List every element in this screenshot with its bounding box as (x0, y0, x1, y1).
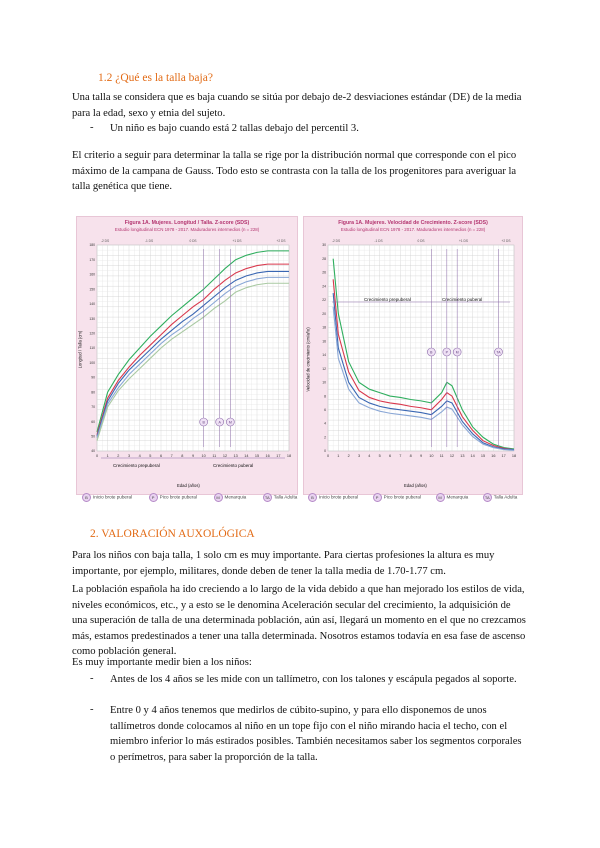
series-label: -2 DS (100, 239, 110, 243)
x-tick-label: 14 (470, 454, 475, 458)
x-tick-label: 10 (429, 454, 434, 458)
x-tick-label: 2 (117, 454, 120, 458)
y-tick-label: 130 (89, 316, 95, 321)
y-tick-label: 28 (322, 256, 326, 261)
x-tick-label: 16 (491, 454, 496, 458)
marker-label: M (455, 350, 459, 355)
x-tick-label: 11 (212, 454, 217, 458)
series-label: -1 DS (374, 239, 383, 243)
x-tick-label: 9 (191, 454, 195, 458)
marker-label: B (202, 420, 205, 425)
height-chart (77, 217, 297, 494)
legend-right (308, 493, 517, 502)
x-tick-label: 3 (357, 454, 361, 458)
y-tick-label: 50 (91, 434, 95, 439)
y-tick-label: 22 (322, 298, 326, 303)
x-tick-label: 5 (378, 454, 381, 458)
x-tick-label: 15 (480, 454, 486, 458)
series-label: -2 DS (331, 239, 341, 243)
x-tick-label: 0 (326, 454, 330, 458)
velocity-chart (304, 217, 522, 494)
y-tick-label: 8 (324, 394, 326, 399)
x-tick-label: 13 (460, 454, 465, 458)
y-tick-label: 2 (324, 435, 326, 440)
x-tick-label: 18 (286, 454, 292, 458)
marker-label: TA (496, 350, 501, 355)
y-tick-label: 90 (91, 375, 95, 380)
legend-symbol: P (149, 493, 158, 502)
x-tick-label: 8 (181, 454, 184, 458)
figure-subtitle: Estudio longitudinal ECN 1978 - 2017. Maduradores intermedios (n = 228) (340, 227, 486, 232)
series-label: 0 DS (417, 239, 425, 243)
figure-subtitle: Estudio longitudinal ECN 1978 - 2017. Maduradores intermedios (n = 228) (114, 227, 260, 232)
paragraph-measure: Es muy importante medir bien a los niños: (72, 657, 252, 668)
bullet-text: Entre 0 y 4 años tenemos que medirlos de cúbito-supino, y para ello disponemos de unos tallímetros donde colocamos al niño en un tope fijo con el niño mirando hacia el techo, con el miembro inferior lo más estirados posibles. También necesitamos saber los segmentos corporales o perímetros, para saber la proporción de la talla. (110, 705, 522, 763)
legend-symbol: M (214, 493, 223, 502)
y-tick-label: 70 (91, 405, 95, 410)
y-axis-label: Velocidad de crecimiento (cm/año) (305, 327, 311, 392)
legend-symbol: M (436, 493, 445, 502)
paragraph-short-stature: Para los niños con baja talla, 1 solo cm es muy importante. Para ciertas profesiones la altura es muy importante, por ejemplo, militares, donde deben de tener la talla media de 1.70-1.77 cm. (72, 550, 495, 577)
x-tick-label: 16 (265, 454, 270, 458)
x-tick-label: 8 (409, 454, 412, 458)
y-tick-label: 100 (89, 360, 95, 365)
y-tick-label: 18 (322, 325, 326, 330)
x-tick-label: 15 (254, 454, 260, 458)
paragraph-definition: Una talla se considera que es baja cuando se sitúa por debajo de-2 desviaciones estándar (DE) de la media para la edad, sexo y etnia del sujeto. (72, 92, 522, 119)
y-tick-label: 26 (322, 270, 326, 275)
annotation-pubertal: Crecimiento puberal (442, 297, 483, 302)
section-heading-1-2: 1.2 ¿Qué es la talla baja? (98, 72, 213, 84)
legend-symbol: B (308, 493, 317, 502)
x-tick-label: 7 (399, 454, 402, 458)
x-tick-label: 1 (337, 454, 340, 458)
x-tick-label: 7 (170, 454, 173, 458)
marker-label: B (430, 350, 433, 355)
x-tick-label: 0 (95, 454, 99, 458)
x-tick-label: 4 (368, 454, 371, 458)
x-tick-label: 18 (511, 454, 517, 458)
y-tick-label: 80 (91, 390, 95, 395)
annotation-pubertal: Crecimiento puberal (213, 463, 254, 468)
bullet-dash: - (90, 122, 94, 133)
x-axis-label: Edad (años) (177, 483, 200, 488)
x-tick-label: 6 (159, 454, 163, 458)
legend-item: Menarquia (446, 494, 469, 500)
annotation-prepubertal: Crecimiento prepuberal (113, 463, 160, 468)
x-tick-label: 3 (127, 454, 131, 458)
series-label: +2 DS (276, 239, 286, 243)
figure-title: Figura 1A. Mujeres. Velocidad de Crecimiento. Z-score (SDS) (338, 220, 488, 226)
x-tick-label: 12 (222, 454, 228, 458)
legend-symbol: B (82, 493, 91, 502)
series-label: -1 DS (144, 239, 154, 243)
annotation-prepubertal: Crecimiento prepuberal (364, 297, 411, 302)
x-tick-label: 17 (501, 454, 506, 458)
y-tick-label: 20 (322, 311, 326, 316)
x-tick-label: 10 (201, 454, 206, 458)
legend-item: Pico brote puberal (159, 494, 197, 500)
series-label: +1 DS (232, 239, 242, 243)
x-tick-label: 12 (449, 454, 455, 458)
legend-item: Talla Adulta (493, 494, 518, 500)
series-label: +1 DS (459, 239, 468, 243)
x-tick-label: 5 (149, 454, 152, 458)
x-tick-label: 2 (347, 454, 350, 458)
y-tick-label: 12 (322, 366, 326, 371)
x-tick-label: 4 (138, 454, 141, 458)
section-heading-2: 2. VALORACIÓN AUXOLÓGICA (90, 528, 255, 540)
y-tick-label: 16 (322, 339, 326, 344)
x-tick-label: 1 (106, 454, 109, 458)
legend-symbol: P (373, 493, 382, 502)
legend-symbol: TA (263, 493, 272, 502)
marker-label: P (445, 350, 449, 355)
y-tick-label: 150 (89, 287, 95, 292)
y-tick-label: 40 (91, 449, 95, 454)
y-tick-label: 10 (322, 380, 326, 385)
series-label: +2 DS (501, 239, 511, 243)
legend-symbol: TA (483, 493, 492, 502)
legend-left (82, 493, 297, 502)
y-tick-label: 4 (324, 421, 326, 426)
y-tick-label: 160 (89, 272, 95, 277)
x-tick-label: 14 (244, 454, 249, 458)
x-axis-label: Edad (años) (404, 483, 427, 488)
y-tick-label: 30 (322, 243, 326, 248)
x-tick-label: 9 (419, 454, 423, 458)
y-tick-label: 0 (324, 449, 326, 454)
y-tick-label: 180 (89, 243, 95, 248)
y-axis-label: Longitud / Talla (cm) (77, 330, 83, 369)
y-tick-label: 170 (89, 257, 95, 262)
legend-item: Menarquia (224, 494, 247, 500)
y-tick-label: 14 (322, 353, 326, 358)
y-tick-label: 110 (89, 346, 95, 351)
y-tick-label: 60 (91, 419, 95, 424)
legend-item: Inicio brote puberal (319, 494, 359, 500)
y-tick-label: 24 (322, 284, 326, 289)
bullet-text: Un niño es bajo cuando está 2 tallas debajo del percentil 3. (110, 123, 359, 134)
x-tick-label: 6 (388, 454, 392, 458)
y-tick-label: 6 (324, 408, 326, 412)
x-tick-label: 13 (233, 454, 238, 458)
paragraph-secular-acceleration: La población española ha ido creciendo a lo largo de la vida debido a que han mejorado los estilos de vida, niveles económicos, etc., y a esto se le denomina Aceleración secular del crecimiento, la adquisición de una superación de talla de una determinada población, aún así, llegará un momento en el que no crezcamos más, estamos predestinados a tener una talla determinada. Nosotros estamos todavía en esa fase de ascenso como población general. (72, 584, 526, 658)
x-tick-label: 17 (276, 454, 281, 458)
y-tick-label: 120 (89, 331, 95, 336)
bullet-dash: - (90, 673, 94, 684)
y-tick-label: 140 (89, 302, 95, 307)
bullet-text: Antes de los 4 años se les mide con un tallímetro, con los talones y escápula pegados al soporte. (110, 674, 517, 685)
legend-item: Pico brote puberal (383, 494, 421, 500)
legend-item: Inicio brote puberal (93, 494, 133, 500)
figure-height-panel (76, 216, 298, 495)
marker-label: A (218, 420, 221, 425)
x-tick-label: 11 (439, 454, 444, 458)
legend-item: Talla Adulta (273, 494, 298, 500)
paragraph-criterion: El criterio a seguir para determinar la talla se rige por la distribución normal que corresponde con el pico máximo de la campana de Gauss. Todo esto se contrasta con la talla de los progenitores para averiguar la talla genética que tiene. (72, 150, 517, 193)
bullet-dash: - (90, 704, 94, 715)
marker-label: M (228, 420, 232, 425)
series-label: 0 DS (189, 239, 197, 243)
figure-velocity-panel (303, 216, 523, 495)
figure-title: Figura 1A. Mujeres. Longitud / Talla. Z-score (SDS) (124, 220, 250, 226)
